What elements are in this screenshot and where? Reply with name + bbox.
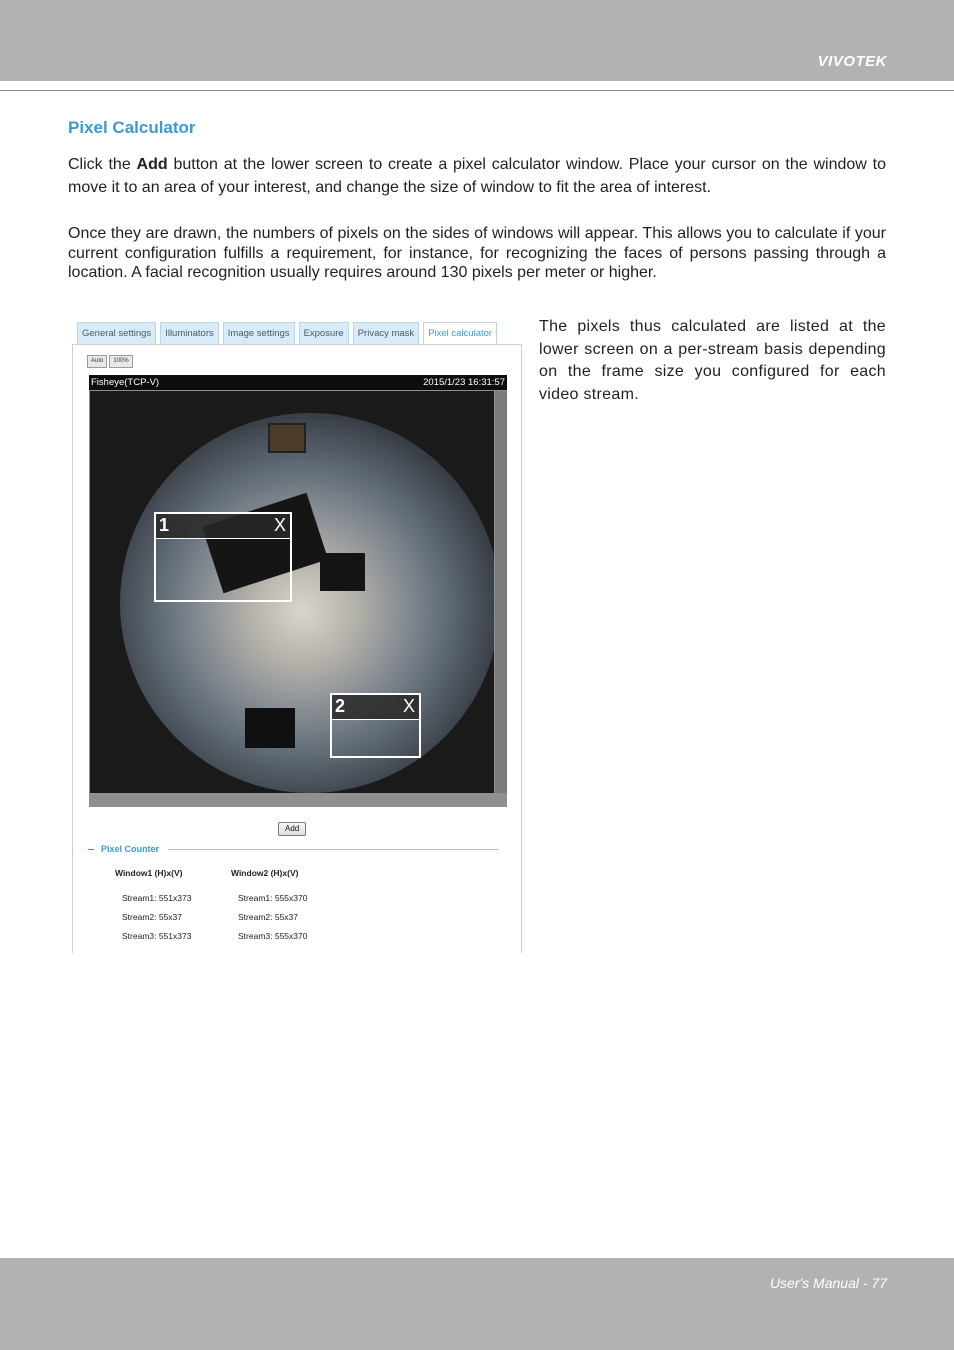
- add-keyword: Add: [136, 156, 168, 173]
- pixel-window-number: 1: [159, 515, 170, 535]
- header-divider: [0, 90, 954, 91]
- legend-divider: [168, 849, 499, 850]
- video-timestamp: 2015/1/23 16:31:57: [423, 377, 505, 388]
- camera-label: Fisheye(TCP-V): [91, 377, 160, 388]
- header-bar: [0, 0, 954, 81]
- tab-pixel-calculator[interactable]: Pixel calculator: [423, 322, 497, 345]
- side-note: The pixels thus calculated are listed at the lower screen on a per-stream basis depending on the frame size you configured for each video stream.: [539, 318, 886, 403]
- desk-shape: [320, 553, 365, 591]
- pixel-window-number: 2: [335, 696, 346, 716]
- window1-stream1: Stream1: 551x373: [122, 893, 192, 903]
- view-size-toggle: [87, 355, 133, 368]
- window2-stream3: Stream3: 555x370: [238, 931, 308, 941]
- fisheye-video-frame[interactable]: [90, 391, 494, 793]
- settings-tabs: [77, 322, 497, 344]
- intro-text-before: Click the: [68, 156, 137, 173]
- wall-picture: [268, 423, 306, 453]
- window2-header: Window2 (H)x(V): [231, 868, 299, 878]
- collapse-icon[interactable]: [88, 849, 94, 850]
- window2-stream2: Stream2: 55x37: [238, 912, 299, 922]
- window1-stream3: Stream3: 551x373: [122, 931, 192, 941]
- fisheye-image: [120, 413, 494, 793]
- tab-privacy-mask[interactable]: Privacy mask: [353, 322, 419, 345]
- brand-logo: VIVOTEK: [817, 53, 887, 70]
- tab-general-settings[interactable]: General settings: [77, 322, 156, 345]
- footer-bar: [0, 1258, 954, 1350]
- full-size-button[interactable]: 100%: [109, 355, 132, 368]
- pixel-counter-title: Pixel Counter: [101, 844, 160, 854]
- auto-size-button[interactable]: Auto: [87, 355, 107, 368]
- intro-text-after: button at the lower screen to create a pixel calculator window. Place your cursor on the window to move it to an area of your interest, and change the size of window to fit the area of interest.: [68, 156, 887, 196]
- video-caption-bar: [89, 375, 507, 390]
- desk-shape: [245, 708, 295, 748]
- pixel-window-2[interactable]: [330, 693, 421, 758]
- pixel-window-header[interactable]: [156, 514, 290, 539]
- window1-stream2: Stream2: 55x37: [122, 912, 183, 922]
- section-title: Pixel Calculator: [68, 118, 196, 137]
- pixel-window-header[interactable]: [332, 695, 419, 720]
- tab-exposure[interactable]: Exposure: [299, 322, 349, 345]
- close-icon[interactable]: X: [273, 515, 286, 535]
- tab-illuminators[interactable]: Illuminators: [160, 322, 219, 345]
- explanation-paragraph: Once they are drawn, the numbers of pixels on the sides of windows will appear. This allows you to calculate if your current configuration fulfills a requirement, for instance, for recognizing the faces of persons passing through a location. A facial recognition usually requires around 130 pixels per meter or higher.: [68, 225, 886, 281]
- video-viewer: [89, 375, 507, 807]
- pixel-calculator-screenshot: [72, 320, 522, 952]
- window1-header: Window1 (H)x(V): [115, 868, 183, 878]
- intro-paragraph: [68, 153, 886, 199]
- add-button[interactable]: Add: [278, 822, 306, 836]
- page-number: User's Manual - 77: [769, 1275, 887, 1291]
- tab-image-settings[interactable]: Image settings: [223, 322, 295, 345]
- close-icon[interactable]: X: [402, 696, 415, 716]
- video-side-bar: [495, 391, 507, 793]
- window2-stream1: Stream1: 555x370: [238, 893, 308, 903]
- pixel-window-1[interactable]: [154, 512, 292, 602]
